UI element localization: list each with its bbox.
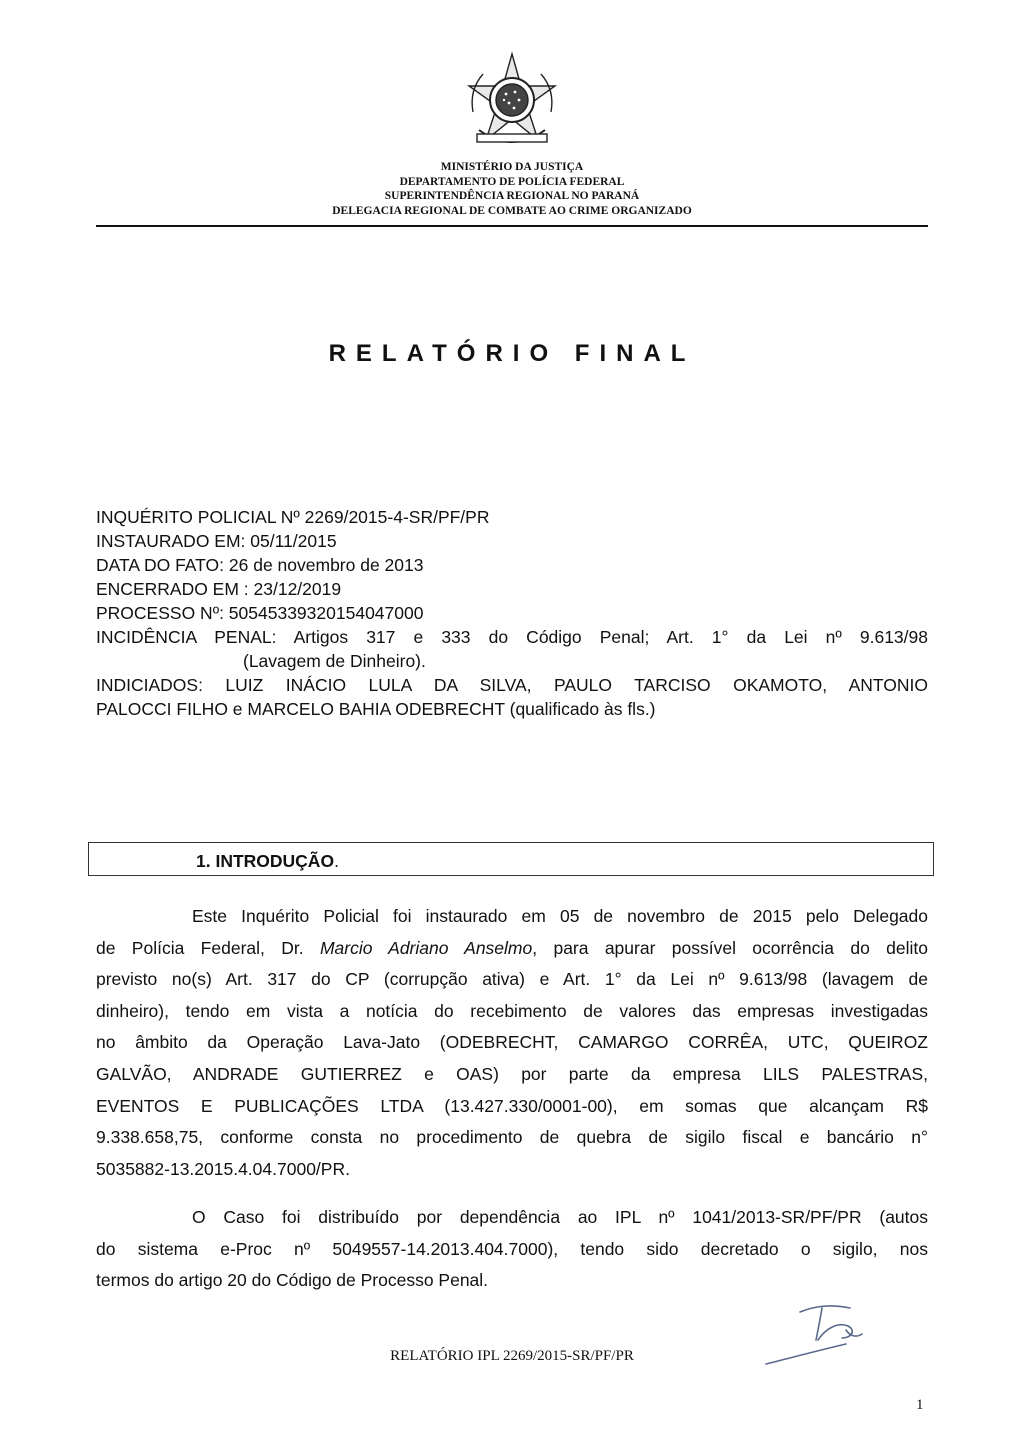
paragraph-introduction (96, 901, 928, 1185)
paragraph-line: O Caso foi distribuído por dependência ao IPL nº 1041/2013-SR/PF/PR (autos (192, 1207, 928, 1227)
meta-indiciados-cont: PALOCCI FILHO e MARCELO BAHIA ODEBRECHT (qualificado às fls.) (96, 699, 656, 719)
section-heading-text: 1. INTRODUÇÃO (196, 851, 335, 871)
meta-processo: PROCESSO Nº: 50545339320154047000 (96, 603, 424, 623)
section-heading (196, 851, 339, 872)
delegate-name: Marcio Adriano Anselmo (319, 937, 533, 958)
paragraph-line: termos do artigo 20 do Código de Processo Penal. (96, 1270, 489, 1291)
letterhead-ministry: MINISTÉRIO DA JUSTIÇA (440, 161, 584, 173)
paragraph-line: no âmbito da Operação Lava-Jato (ODEBRECHT, CAMARGO CORRÊA, UTC, QUEIROZ (96, 1032, 928, 1053)
meta-instaurado: INSTAURADO EM: 05/11/2015 (96, 531, 337, 551)
paragraph-distribution (96, 1202, 928, 1297)
meta-indiciados: INDICIADOS: LUIZ INÁCIO LULA DA SILVA, PAULO TARCISO OKAMOTO, ANTONIO (96, 675, 928, 695)
page-number: 1 (916, 1397, 924, 1413)
paragraph-line: dinheiro), tendo em vista a notícia do recebimento de valores das empresas investigadas (96, 1000, 928, 1021)
meta-incidencia-cont: (Lavagem de Dinheiro). (243, 651, 426, 671)
paragraph-line: 5035882-13.2015.4.04.7000/PR. (96, 1158, 350, 1179)
text-run: de Polícia Federal, Dr. (96, 937, 320, 958)
section-heading-suffix: . (334, 851, 339, 871)
paragraph-line: 9.338.658,75, conforme consta no procedimento de quebra de sigilo fiscal e bancário n° (96, 1127, 928, 1148)
case-metadata (96, 505, 928, 721)
letterhead-department: DEPARTAMENTO DE POLÍCIA FEDERAL (399, 175, 625, 188)
brazil-coat-of-arms-icon (459, 50, 565, 156)
letterhead-superintendency: SUPERINTENDÊNCIA REGIONAL NO PARANÁ (384, 190, 640, 202)
letterhead-delegacy: DELEGACIA REGIONAL DE COMBATE AO CRIME ORGANIZADO (332, 204, 692, 217)
header-divider (96, 225, 928, 227)
meta-inquerito: INQUÉRITO POLICIAL Nº 2269/2015-4-SR/PF/PR (96, 507, 490, 527)
paragraph-line (96, 933, 928, 965)
letterhead (96, 160, 928, 218)
paragraph-line: GALVÃO, ANDRADE GUTIERREZ e OAS) por parte da empresa LILS PALESTRAS, (96, 1063, 928, 1084)
meta-encerrado: ENCERRADO EM : 23/12/2019 (96, 579, 342, 599)
meta-incidencia: INCIDÊNCIA PENAL: Artigos 317 e 333 do Código Penal; Art. 1° da Lei nº 9.613/98 (96, 627, 928, 647)
paragraph-line: do sistema e-Proc nº 5049557-14.2013.404.7000), tendo sido decretado o sigilo, nos (96, 1238, 928, 1259)
paragraph-line: Este Inquérito Policial foi instaurado em 05 de novembro de 2015 pelo Delegado (192, 906, 928, 926)
footer-reference: RELATÓRIO IPL 2269/2015-SR/PF/PR (390, 1348, 634, 1364)
document-title: RELATÓRIO FINAL (328, 340, 696, 367)
paragraph-line: EVENTOS E PUBLICAÇÕES LTDA (13.427.330/0001-00), em somas que alcançam R$ (96, 1095, 928, 1116)
text-run: , para apurar possível ocorrência do delito (532, 937, 929, 958)
paragraph-line: previsto no(s) Art. 317 do CP (corrupção ativa) e Art. 1° da Lei nº 9.613/98 (lavagem de (96, 969, 928, 990)
meta-data-fato: DATA DO FATO: 26 de novembro de 2013 (96, 555, 424, 575)
